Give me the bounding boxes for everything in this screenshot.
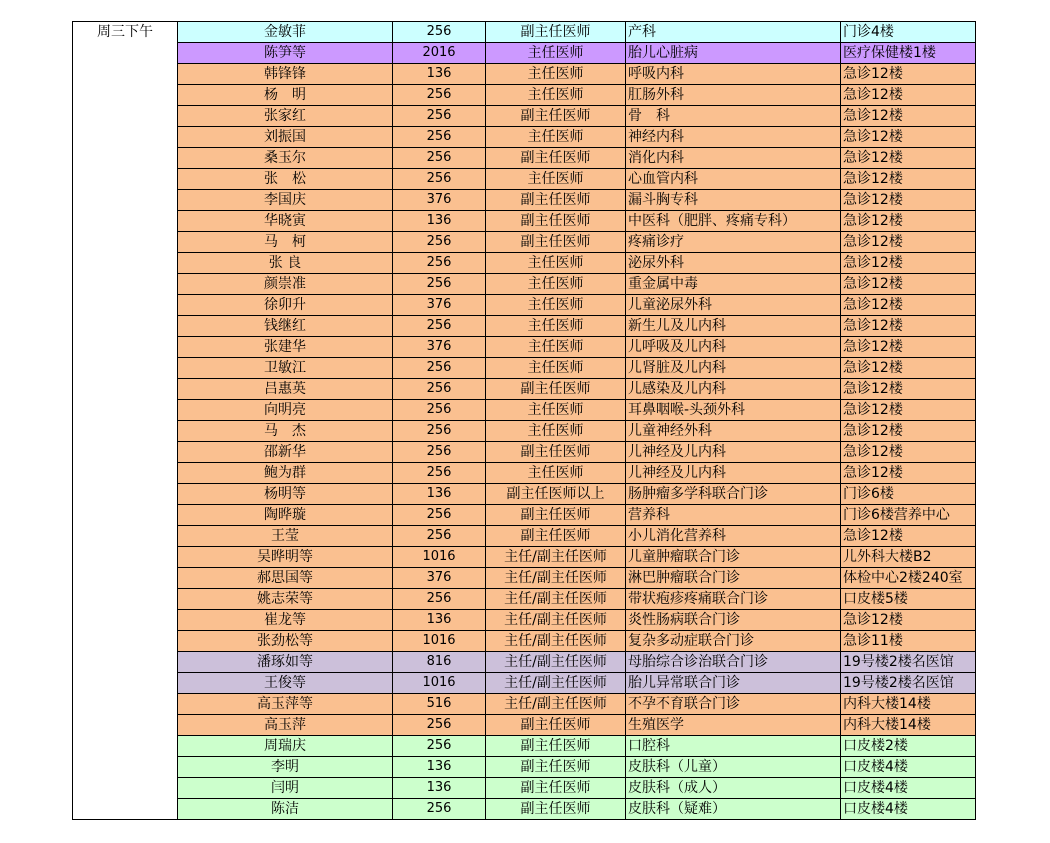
table-row — [73, 400, 976, 421]
location-cell: 急诊12楼 — [841, 295, 976, 316]
department-cell: 心血管内科 — [626, 169, 841, 190]
fee-cell: 256 — [393, 589, 486, 610]
day-cell — [73, 673, 178, 694]
location-cell: 急诊12楼 — [841, 106, 976, 127]
table-row — [73, 85, 976, 106]
department-cell: 炎性肠病联合门诊 — [626, 610, 841, 631]
location-cell: 急诊12楼 — [841, 337, 976, 358]
department-cell: 新生儿及儿内科 — [626, 316, 841, 337]
fee-cell: 1016 — [393, 673, 486, 694]
department-cell: 营养科 — [626, 505, 841, 526]
fee-cell: 136 — [393, 64, 486, 85]
title-cell: 主任/副主任医师 — [486, 694, 626, 715]
doctor-name-cell: 陈笋等 — [178, 43, 393, 64]
day-cell — [73, 589, 178, 610]
table-row — [73, 421, 976, 442]
title-cell: 主任/副主任医师 — [486, 652, 626, 673]
doctor-name-cell: 鲍为群 — [178, 463, 393, 484]
location-cell: 儿外科大楼B2 — [841, 547, 976, 568]
location-cell: 门诊4楼 — [841, 22, 976, 43]
location-cell: 体检中心2楼240室 — [841, 568, 976, 589]
department-cell: 肠肿瘤多学科联合门诊 — [626, 484, 841, 505]
department-cell: 儿神经及儿内科 — [626, 442, 841, 463]
fee-cell: 256 — [393, 169, 486, 190]
day-cell — [73, 379, 178, 400]
doctor-name-cell: 张 良 — [178, 253, 393, 274]
table-row — [73, 631, 976, 652]
fee-cell: 256 — [393, 85, 486, 106]
day-cell — [73, 400, 178, 421]
title-cell: 主任医师 — [486, 295, 626, 316]
location-cell: 急诊11楼 — [841, 631, 976, 652]
title-cell: 副主任医师 — [486, 190, 626, 211]
doctor-name-cell: 高玉萍等 — [178, 694, 393, 715]
title-cell: 副主任医师 — [486, 799, 626, 820]
location-cell: 急诊12楼 — [841, 526, 976, 547]
location-cell: 口皮楼4楼 — [841, 757, 976, 778]
location-cell: 口皮楼2楼 — [841, 736, 976, 757]
day-cell — [73, 715, 178, 736]
location-cell: 急诊12楼 — [841, 64, 976, 85]
department-cell: 神经内科 — [626, 127, 841, 148]
day-cell: 周三下午 — [73, 22, 178, 43]
doctor-name-cell: 崔龙等 — [178, 610, 393, 631]
department-cell: 皮肤科（成人） — [626, 778, 841, 799]
table-row — [73, 736, 976, 757]
department-cell: 母胎综合诊治联合门诊 — [626, 652, 841, 673]
table-row — [73, 778, 976, 799]
location-cell: 急诊12楼 — [841, 190, 976, 211]
department-cell: 胎儿心脏病 — [626, 43, 841, 64]
table-row — [73, 484, 976, 505]
doctor-name-cell: 闫明 — [178, 778, 393, 799]
fee-cell: 256 — [393, 736, 486, 757]
location-cell: 急诊12楼 — [841, 127, 976, 148]
department-cell: 生殖医学 — [626, 715, 841, 736]
day-cell — [73, 64, 178, 85]
department-cell: 皮肤科（疑难） — [626, 799, 841, 820]
title-cell: 主任医师 — [486, 421, 626, 442]
fee-cell: 136 — [393, 484, 486, 505]
department-cell: 皮肤科（儿童） — [626, 757, 841, 778]
title-cell: 主任医师 — [486, 253, 626, 274]
table-row — [73, 64, 976, 85]
department-cell: 肛肠外科 — [626, 85, 841, 106]
day-cell — [73, 484, 178, 505]
table-row — [73, 694, 976, 715]
table-row — [73, 547, 976, 568]
fee-cell: 1016 — [393, 631, 486, 652]
department-cell: 不孕不育联合门诊 — [626, 694, 841, 715]
location-cell: 急诊12楼 — [841, 253, 976, 274]
fee-cell: 136 — [393, 211, 486, 232]
fee-cell: 136 — [393, 757, 486, 778]
title-cell: 主任/副主任医师 — [486, 673, 626, 694]
day-cell — [73, 190, 178, 211]
day-cell — [73, 337, 178, 358]
day-cell — [73, 421, 178, 442]
day-cell — [73, 253, 178, 274]
doctor-name-cell: 潘琢如等 — [178, 652, 393, 673]
doctor-name-cell: 张家红 — [178, 106, 393, 127]
doctor-name-cell: 陈洁 — [178, 799, 393, 820]
doctor-name-cell: 王莹 — [178, 526, 393, 547]
table-row — [73, 43, 976, 64]
fee-cell: 256 — [393, 148, 486, 169]
department-cell: 口腔科 — [626, 736, 841, 757]
day-cell — [73, 442, 178, 463]
location-cell: 口皮楼4楼 — [841, 799, 976, 820]
title-cell: 主任医师 — [486, 358, 626, 379]
fee-cell: 256 — [393, 316, 486, 337]
day-cell — [73, 274, 178, 295]
doctor-name-cell: 刘振国 — [178, 127, 393, 148]
location-cell: 内科大楼14楼 — [841, 694, 976, 715]
day-cell — [73, 211, 178, 232]
department-cell: 儿神经及儿内科 — [626, 463, 841, 484]
title-cell: 主任医师 — [486, 64, 626, 85]
title-cell: 主任/副主任医师 — [486, 547, 626, 568]
title-cell: 主任医师 — [486, 316, 626, 337]
doctor-name-cell: 张建华 — [178, 337, 393, 358]
location-cell: 口皮楼4楼 — [841, 778, 976, 799]
table-row — [73, 316, 976, 337]
department-cell: 耳鼻咽喉-头颈外科 — [626, 400, 841, 421]
fee-cell: 256 — [393, 421, 486, 442]
location-cell: 19号楼2楼名医馆 — [841, 673, 976, 694]
fee-cell: 256 — [393, 379, 486, 400]
title-cell: 主任/副主任医师 — [486, 568, 626, 589]
location-cell: 急诊12楼 — [841, 358, 976, 379]
fee-cell: 256 — [393, 232, 486, 253]
table-row — [73, 589, 976, 610]
fee-cell: 376 — [393, 337, 486, 358]
fee-cell: 2016 — [393, 43, 486, 64]
title-cell: 副主任医师 — [486, 148, 626, 169]
location-cell: 急诊12楼 — [841, 274, 976, 295]
table-row — [73, 757, 976, 778]
doctor-name-cell: 张 松 — [178, 169, 393, 190]
doctor-name-cell: 姚志荣等 — [178, 589, 393, 610]
day-cell — [73, 631, 178, 652]
doctor-name-cell: 马 柯 — [178, 232, 393, 253]
department-cell: 胎儿异常联合门诊 — [626, 673, 841, 694]
day-cell — [73, 316, 178, 337]
fee-cell: 816 — [393, 652, 486, 673]
title-cell: 主任/副主任医师 — [486, 610, 626, 631]
day-cell — [73, 463, 178, 484]
title-cell: 副主任医师以上 — [486, 484, 626, 505]
table-row — [73, 505, 976, 526]
doctor-name-cell: 郝思国等 — [178, 568, 393, 589]
table-row — [73, 568, 976, 589]
fee-cell: 256 — [393, 127, 486, 148]
location-cell: 内科大楼14楼 — [841, 715, 976, 736]
fee-cell: 256 — [393, 253, 486, 274]
department-cell: 消化内科 — [626, 148, 841, 169]
location-cell: 急诊12楼 — [841, 463, 976, 484]
table-row — [73, 442, 976, 463]
table-row — [73, 526, 976, 547]
location-cell: 急诊12楼 — [841, 421, 976, 442]
location-cell: 急诊12楼 — [841, 379, 976, 400]
department-cell: 儿童神经外科 — [626, 421, 841, 442]
schedule-body — [73, 22, 976, 820]
table-row — [73, 22, 976, 43]
day-cell — [73, 43, 178, 64]
title-cell: 副主任医师 — [486, 778, 626, 799]
location-cell: 急诊12楼 — [841, 169, 976, 190]
doctor-name-cell: 周瑞庆 — [178, 736, 393, 757]
department-cell: 儿呼吸及儿内科 — [626, 337, 841, 358]
department-cell: 带状疱疹疼痛联合门诊 — [626, 589, 841, 610]
table-row — [73, 127, 976, 148]
day-cell — [73, 526, 178, 547]
table-row — [73, 190, 976, 211]
fee-cell: 256 — [393, 463, 486, 484]
day-cell — [73, 232, 178, 253]
fee-cell: 256 — [393, 22, 486, 43]
fee-cell: 256 — [393, 442, 486, 463]
doctor-name-cell: 钱继红 — [178, 316, 393, 337]
table-row — [73, 337, 976, 358]
doctor-name-cell: 金敏菲 — [178, 22, 393, 43]
doctor-name-cell: 马 杰 — [178, 421, 393, 442]
day-cell — [73, 547, 178, 568]
location-cell: 急诊12楼 — [841, 85, 976, 106]
day-cell — [73, 127, 178, 148]
department-cell: 呼吸内科 — [626, 64, 841, 85]
table-row — [73, 106, 976, 127]
table-row — [73, 295, 976, 316]
department-cell: 儿童肿瘤联合门诊 — [626, 547, 841, 568]
doctor-name-cell: 徐卯升 — [178, 295, 393, 316]
doctor-name-cell: 李国庆 — [178, 190, 393, 211]
table-row — [73, 799, 976, 820]
department-cell: 疼痛诊疗 — [626, 232, 841, 253]
fee-cell: 376 — [393, 568, 486, 589]
title-cell: 副主任医师 — [486, 211, 626, 232]
title-cell: 主任医师 — [486, 274, 626, 295]
title-cell: 副主任医师 — [486, 505, 626, 526]
title-cell: 副主任医师 — [486, 106, 626, 127]
title-cell: 主任医师 — [486, 127, 626, 148]
title-cell: 主任医师 — [486, 337, 626, 358]
day-cell — [73, 568, 178, 589]
day-cell — [73, 295, 178, 316]
doctor-name-cell: 高玉萍 — [178, 715, 393, 736]
doctor-name-cell: 李明 — [178, 757, 393, 778]
department-cell: 儿童泌尿外科 — [626, 295, 841, 316]
location-cell: 急诊12楼 — [841, 232, 976, 253]
doctor-name-cell: 陶晔璇 — [178, 505, 393, 526]
table-row — [73, 148, 976, 169]
location-cell: 门诊6楼营养中心 — [841, 505, 976, 526]
fee-cell: 376 — [393, 295, 486, 316]
table-row — [73, 715, 976, 736]
department-cell: 泌尿外科 — [626, 253, 841, 274]
table-row — [73, 232, 976, 253]
location-cell: 医疗保健楼1楼 — [841, 43, 976, 64]
doctor-name-cell: 杨 明 — [178, 85, 393, 106]
department-cell: 重金属中毒 — [626, 274, 841, 295]
location-cell: 门诊6楼 — [841, 484, 976, 505]
title-cell: 副主任医师 — [486, 715, 626, 736]
fee-cell: 376 — [393, 190, 486, 211]
day-cell — [73, 106, 178, 127]
fee-cell: 136 — [393, 610, 486, 631]
department-cell: 骨 科 — [626, 106, 841, 127]
location-cell: 急诊12楼 — [841, 610, 976, 631]
table-row — [73, 274, 976, 295]
fee-cell: 256 — [393, 505, 486, 526]
fee-cell: 1016 — [393, 547, 486, 568]
title-cell: 主任医师 — [486, 169, 626, 190]
fee-cell: 516 — [393, 694, 486, 715]
doctor-name-cell: 卫敏江 — [178, 358, 393, 379]
location-cell: 口皮楼5楼 — [841, 589, 976, 610]
title-cell: 主任医师 — [486, 85, 626, 106]
table-row — [73, 610, 976, 631]
fee-cell: 256 — [393, 274, 486, 295]
day-cell — [73, 358, 178, 379]
department-cell: 复杂多动症联合门诊 — [626, 631, 841, 652]
doctor-name-cell: 颜崇准 — [178, 274, 393, 295]
location-cell: 急诊12楼 — [841, 316, 976, 337]
doctor-name-cell: 韩锋锋 — [178, 64, 393, 85]
title-cell: 主任医师 — [486, 43, 626, 64]
day-cell — [73, 736, 178, 757]
location-cell: 急诊12楼 — [841, 211, 976, 232]
day-cell — [73, 610, 178, 631]
day-cell — [73, 694, 178, 715]
fee-cell: 256 — [393, 106, 486, 127]
title-cell: 副主任医师 — [486, 379, 626, 400]
table-row — [73, 169, 976, 190]
doctor-name-cell: 张劲松等 — [178, 631, 393, 652]
fee-cell: 256 — [393, 799, 486, 820]
table-row — [73, 253, 976, 274]
doctor-name-cell: 王俊等 — [178, 673, 393, 694]
day-cell — [73, 799, 178, 820]
department-cell: 产科 — [626, 22, 841, 43]
location-cell: 急诊12楼 — [841, 148, 976, 169]
title-cell: 副主任医师 — [486, 736, 626, 757]
department-cell: 中医科（肥胖、疼痛专科） — [626, 211, 841, 232]
title-cell: 副主任医师 — [486, 757, 626, 778]
department-cell: 小儿消化营养科 — [626, 526, 841, 547]
doctor-name-cell: 邵新华 — [178, 442, 393, 463]
doctor-name-cell: 杨明等 — [178, 484, 393, 505]
day-cell — [73, 148, 178, 169]
location-cell: 急诊12楼 — [841, 400, 976, 421]
title-cell: 主任/副主任医师 — [486, 589, 626, 610]
table-row — [73, 358, 976, 379]
day-cell — [73, 505, 178, 526]
table-row — [73, 463, 976, 484]
day-cell — [73, 85, 178, 106]
title-cell: 副主任医师 — [486, 526, 626, 547]
table-row — [73, 673, 976, 694]
department-cell: 儿肾脏及儿内科 — [626, 358, 841, 379]
doctor-name-cell: 华晓寅 — [178, 211, 393, 232]
department-cell: 儿感染及儿内科 — [626, 379, 841, 400]
day-cell — [73, 778, 178, 799]
doctor-name-cell: 向明亮 — [178, 400, 393, 421]
table-row — [73, 379, 976, 400]
fee-cell: 136 — [393, 778, 486, 799]
fee-cell: 256 — [393, 526, 486, 547]
title-cell: 副主任医师 — [486, 232, 626, 253]
doctor-name-cell: 吴晔明等 — [178, 547, 393, 568]
title-cell: 主任医师 — [486, 400, 626, 421]
day-cell — [73, 652, 178, 673]
doctor-name-cell: 桑玉尔 — [178, 148, 393, 169]
title-cell: 主任医师 — [486, 463, 626, 484]
location-cell: 19号楼2楼名医馆 — [841, 652, 976, 673]
title-cell: 主任/副主任医师 — [486, 631, 626, 652]
department-cell: 淋巴肿瘤联合门诊 — [626, 568, 841, 589]
title-cell: 副主任医师 — [486, 22, 626, 43]
day-cell — [73, 169, 178, 190]
day-cell — [73, 757, 178, 778]
doctor-name-cell: 吕惠英 — [178, 379, 393, 400]
table-row — [73, 211, 976, 232]
schedule-table — [72, 21, 976, 820]
table-row — [73, 652, 976, 673]
fee-cell: 256 — [393, 715, 486, 736]
title-cell: 副主任医师 — [486, 442, 626, 463]
location-cell: 急诊12楼 — [841, 442, 976, 463]
department-cell: 漏斗胸专科 — [626, 190, 841, 211]
fee-cell: 256 — [393, 400, 486, 421]
fee-cell: 256 — [393, 358, 486, 379]
